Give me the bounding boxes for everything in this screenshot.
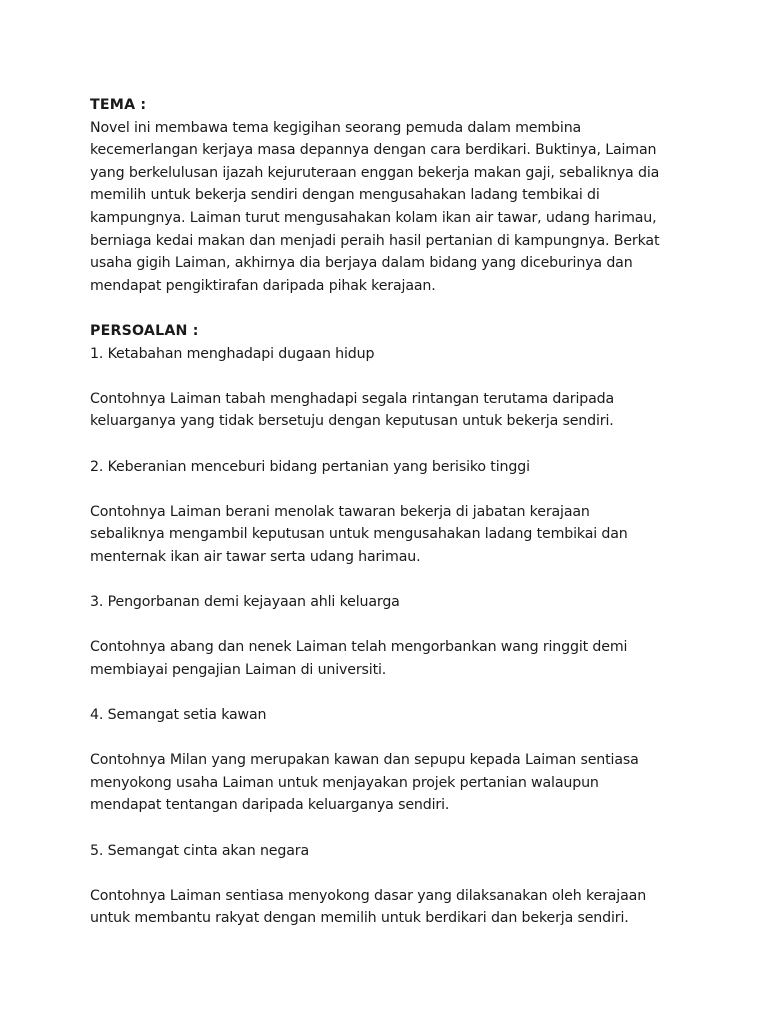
tema-line: berniaga kedai makan dan menjadi peraih hasil pertanian di kampungnya. Berkat [90, 232, 660, 249]
persoalan-item-line: Contohnya Laiman berani menolak tawaran bekerja di jabatan kerajaan [90, 503, 590, 520]
persoalan-item-line: Contohnya abang dan nenek Laiman telah mengorbankan wang ringgit demi [90, 639, 628, 656]
tema-line: Novel ini membawa tema kegigihan seorang pemuda dalam membina [90, 119, 582, 136]
persoalan-heading: PERSOALAN : [90, 322, 199, 339]
persoalan-item-line: keluarganya yang tidak bersetuju dengan keputusan untuk bekerja sendiri. [90, 413, 614, 430]
tema-line: kecemerlangan kerjaya masa depannya dengan cara berdikari. Buktinya, Laiman [90, 142, 657, 159]
persoalan-item-title: 1. Ketabahan menghadapi dugaan hidup [90, 345, 375, 362]
persoalan-item-line: mendapat tentangan daripada keluarganya sendiri. [90, 797, 450, 814]
persoalan-item-line: Contohnya Milan yang merupakan kawan dan sepupu kepada Laiman sentiasa [90, 752, 639, 769]
tema-line: kampungnya. Laiman turut mengusahakan kolam ikan air tawar, udang harimau, [90, 209, 657, 226]
persoalan-item-line: menternak ikan air tawar serta udang harimau. [90, 548, 421, 565]
tema-line: yang berkelulusan ijazah kejuruteraan enggan bekerja makan gaji, sebaliknya dia [90, 164, 660, 181]
tema-line: memilih untuk bekerja sendiri dengan mengusahakan ladang tembikai di [90, 187, 600, 204]
persoalan-section [90, 320, 690, 930]
persoalan-item-title: 4. Semangat setia kawan [90, 707, 267, 724]
tema-line: mendapat pengiktirafan daripada pihak kerajaan. [90, 277, 436, 294]
persoalan-item-line: menyokong usaha Laiman untuk menjayakan projek pertanian walaupun [90, 774, 599, 791]
persoalan-item-title: 2. Keberanian menceburi bidang pertanian yang berisiko tinggi [90, 458, 530, 475]
persoalan-item-line: untuk membantu rakyat dengan memilih untuk berdikari dan bekerja sendiri. [90, 910, 629, 927]
persoalan-item-title: 5. Semangat cinta akan negara [90, 842, 310, 859]
tema-heading: TEMA : [90, 97, 147, 113]
persoalan-item-line: Contohnya Laiman tabah menghadapi segala rintangan terutama daripada [90, 390, 615, 407]
persoalan-item-title: 3. Pengorbanan demi kejayaan ahli keluarga [90, 594, 400, 611]
persoalan-item-line: membiayai pengajian Laiman di universiti. [90, 661, 387, 678]
persoalan-item-line: Contohnya Laiman sentiasa menyokong dasar yang dilaksanakan oleh kerajaan [90, 887, 647, 904]
persoalan-item-line: sebaliknya mengambil keputusan untuk mengusahakan ladang tembikai dan [90, 526, 628, 543]
tema-line: usaha gigih Laiman, akhirnya dia berjaya dalam bidang yang diceburinya dan [90, 255, 633, 272]
document-page [90, 94, 690, 930]
tema-section [90, 94, 690, 297]
